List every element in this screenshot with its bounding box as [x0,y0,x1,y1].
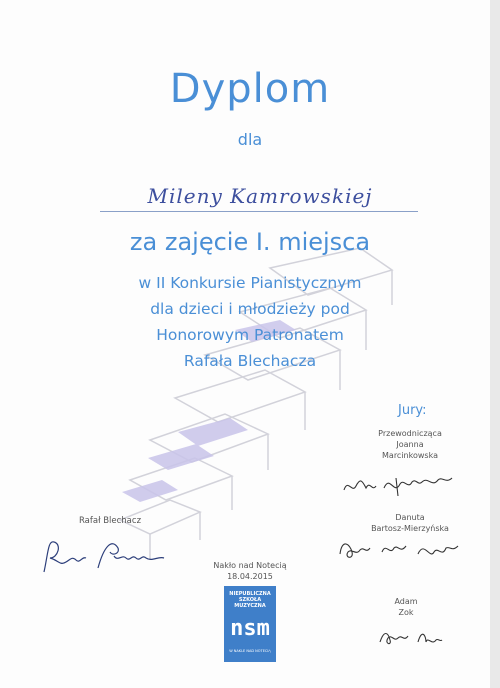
achievement-text: za zajęcie I. miejsca [129,228,371,256]
jury-member2-signature [336,532,486,562]
jury-member2-first: Danuta [395,513,425,522]
place-date [200,560,300,582]
jury-chair-last: Marcinkowska [382,451,438,460]
recipient-name: Mileny Kamrowskiej [147,184,373,208]
recipient-underline [100,211,418,212]
jury-member3-signature [376,624,456,648]
date-text: 18.04.2015 [227,572,273,581]
patron-signature [38,534,188,578]
jury-heading: Jury: [398,403,427,418]
school-logo [224,586,276,662]
patron-name: Rafał Blechacz [78,516,142,526]
logo-mark: nsm [230,616,270,641]
jury-member2-last: Bartosz-Mierzyńska [371,524,449,533]
jury-chair-first: Joanna [396,440,424,449]
jury-chair-credits [340,428,480,461]
jury-member2-credits [340,512,480,534]
jury-chair-signature [340,470,490,500]
logo-top-text: NIEPUBLICZNA SZKOŁA MUZYCZNA [229,591,271,609]
for-label: dla [237,130,263,149]
logo-bottom-text: W NAKLE NAD NOTECIĄ [229,649,271,653]
contest-line-3: Honorowym Patronatem [156,326,344,344]
jury-member3-last: Zok [398,608,414,617]
diploma-title: Dyplom [169,66,331,112]
jury-member3-first: Adam [394,597,418,606]
contest-line-4: Rafała Blechacza [183,352,317,370]
contest-line-1: w II Konkursie Pianistycznym [138,274,362,292]
contest-line-2: dla dzieci i młodzieży pod [150,300,350,318]
jury-chair-role: Przewodnicząca [378,429,442,438]
jury-member3-credits [356,596,456,618]
place-text: Nakło nad Notecią [213,561,287,570]
